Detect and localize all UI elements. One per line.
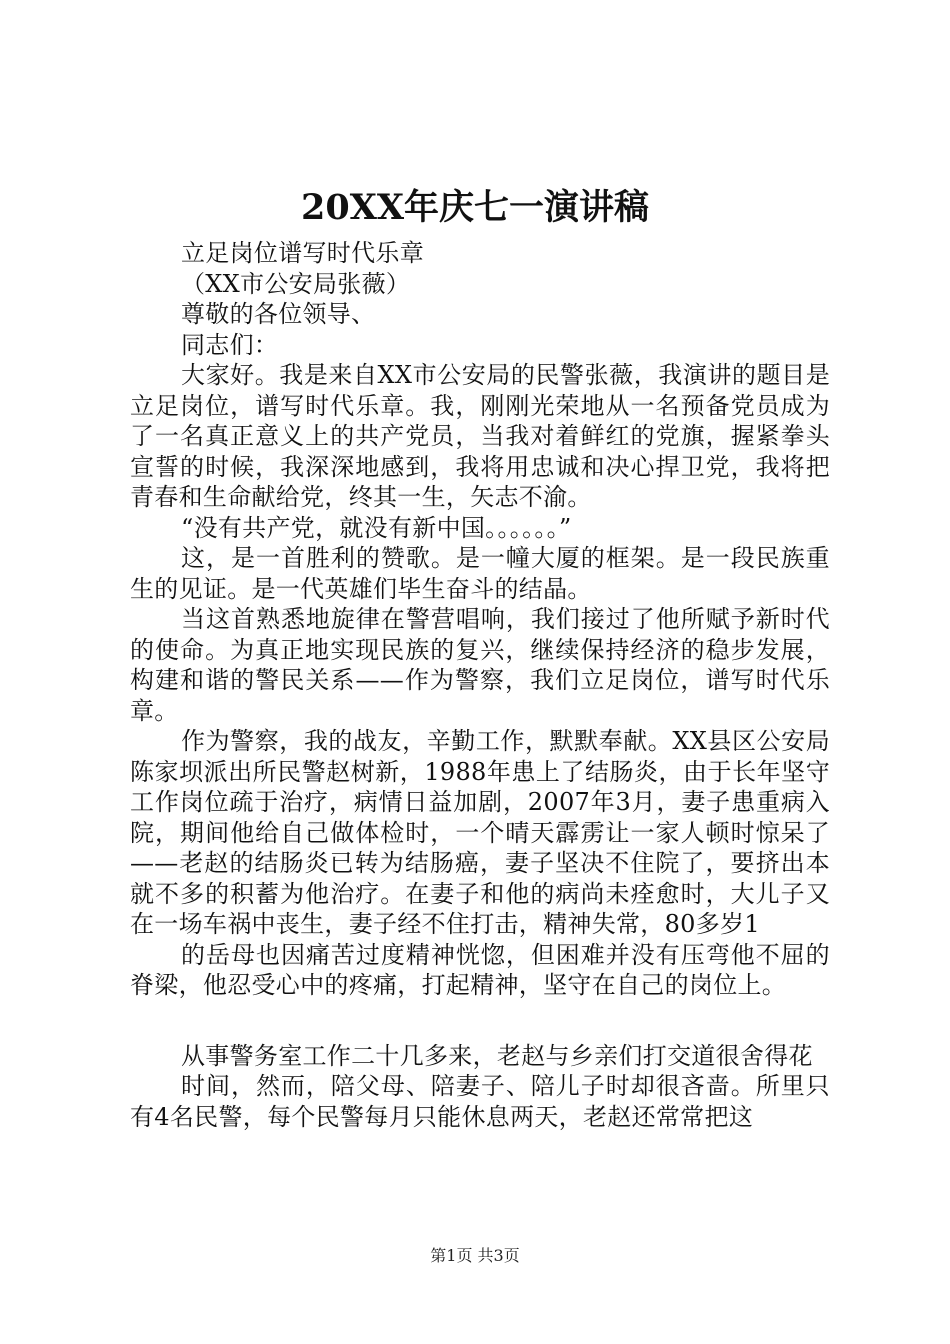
paragraph: 这，是一首胜利的赞歌。是一幢大厦的框架。是一段民族重生的见证。是一代英雄们毕生奋斗的结晶。 bbox=[130, 544, 830, 603]
document-title: 20XX年庆七一演讲稿 bbox=[300, 187, 650, 228]
salutation-line: 尊敬的各位领导、 bbox=[181, 300, 376, 328]
paragraph: “没有共产党，就没有新中国。。。。。。” bbox=[181, 513, 572, 542]
paragraph: 大家好。我是来自XX市公安局的民警张薇，我演讲的题目是立足岗位，谱写时代乐章。我，刚刚光荣地从一名预备党员成为了一名真正意义上的共产党员，当我对着鲜红的党旗，握紧拳头宣誓的时候，我深深地感到，我将用忠诚和决心捍卫党，我将把青春和生命献给党，终其一生，矢志不渝。 bbox=[130, 361, 830, 511]
salutation-line-2: 同志们： bbox=[181, 330, 279, 359]
speech-subtitle: 立足岗位谱写时代乐章 bbox=[181, 239, 424, 267]
paragraph: 作为警察，我的战友，辛勤工作，默默奉献。XX县区公安局陈家坝派出所民警赵树新，1988年患上了结肠炎，由于长年坚守工作岗位疏于治疗，病情日益加剧，2007年3月，妻子患重病入院，期间他给自己做体检时，一个晴天霹雳让一家人顿时惊呆了——老赵的结肠炎已转为结肠癌，妻子坚决不住院了，要挤出本就不多的积蓄为他治疗。在妻子和他的病尚未痊愈时，大儿子又在一场车祸中丧生，妻子经不住打击，精神失常，80多岁1 bbox=[130, 727, 830, 938]
document-body bbox=[130, 238, 830, 1132]
paragraph: 当这首熟悉地旋律在警营唱响，我们接过了他所赋予新时代的使命。为真正地实现民族的复兴，继续保持经济的稳步发展，构建和谐的警民关系——作为警察，我们立足岗位，谱写时代乐章。 bbox=[130, 605, 830, 725]
paragraph: 从事警务室工作二十几多来，老赵与乡亲们打交道很舍得花 bbox=[181, 1041, 813, 1070]
page-number-footer: 第1页 共3页 bbox=[430, 1246, 520, 1265]
paragraph-spacer bbox=[130, 1001, 830, 1041]
speaker-line: （XX市公安局张薇） bbox=[181, 269, 411, 298]
paragraph: 时间，然而，陪父母、陪妻子、陪儿子时却很吝啬。所里只有4名民警，每个民警每月只能休息两天，老赵还常常把这 bbox=[130, 1072, 830, 1131]
paragraph: 的岳母也因痛苦过度精神恍惚，但困难并没有压弯他不屈的脊梁，他忍受心中的疼痛，打起精神，坚守在自己的岗位上。 bbox=[130, 940, 830, 999]
